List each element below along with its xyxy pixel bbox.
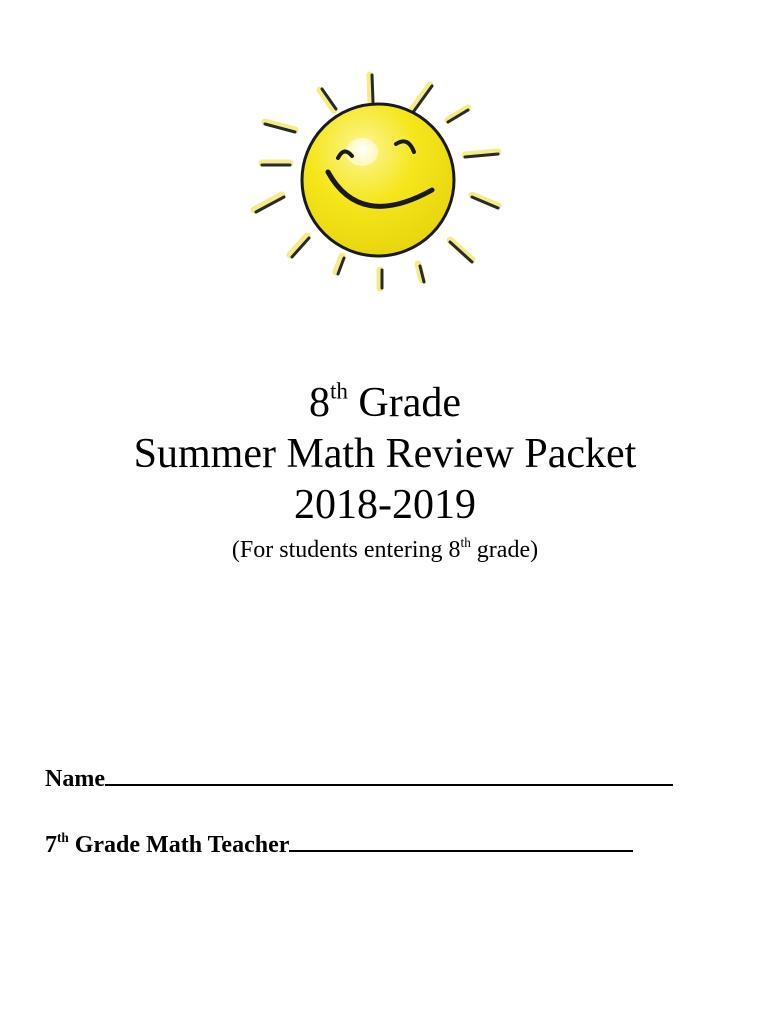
grade-number: 8	[308, 380, 330, 426]
sun-illustration	[240, 60, 520, 300]
name-field	[45, 766, 673, 793]
title-year: 2018-2019	[294, 482, 476, 528]
teacher-label: Grade Math Teacher	[68, 832, 290, 858]
teacher-field	[45, 832, 633, 859]
title-block	[0, 378, 770, 565]
subtitle-suffix: th	[460, 535, 471, 551]
title-packet: Summer Math Review Packet	[133, 431, 637, 477]
subtitle-end: grade)	[470, 537, 539, 563]
teacher-suffix: th	[57, 830, 69, 846]
name-blank-line[interactable]	[105, 766, 673, 786]
grade-word: Grade	[358, 380, 462, 426]
title-grade	[0, 378, 770, 429]
grade-suffix: th	[329, 377, 348, 404]
teacher-number: 7	[45, 832, 57, 858]
name-label: Name	[45, 766, 105, 792]
subtitle	[0, 535, 770, 565]
subtitle-prefix: (For students entering 8	[231, 537, 461, 563]
teacher-blank-line[interactable]	[289, 832, 633, 852]
smiling-sun-icon	[240, 60, 520, 300]
